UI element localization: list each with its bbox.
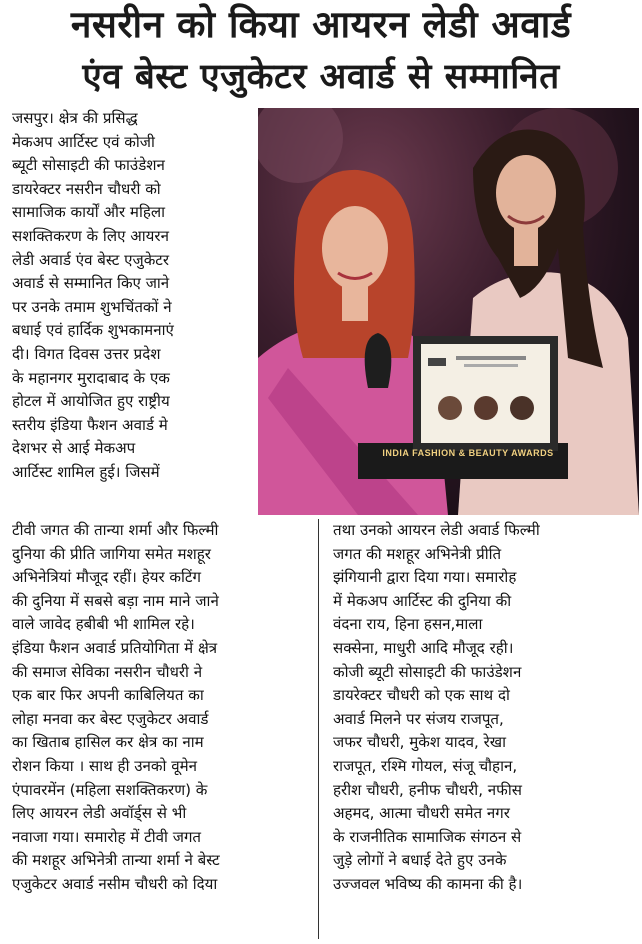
article-line: की समाज सेविका नसरीन चौधरी ने — [12, 662, 203, 681]
article-line: की मशहूर अभिनेत्री तान्या शर्मा ने बेस्ट — [12, 851, 220, 870]
article-line: होटल में आयोजित हुए राष्ट्रीय — [12, 392, 170, 411]
article-line: नवाजा गया। समारोह में टीवी जगत — [12, 827, 202, 846]
article-line: सशक्तिकरण के लिए आयरन — [12, 226, 169, 245]
article-line: का खिताब हासिल कर क्षेत्र का नाम — [12, 733, 204, 752]
right-face — [496, 155, 556, 231]
article-line: वाले जावेद हबीबी भी शामिल रहे। — [12, 615, 195, 634]
article-line: ब्यूटी सोसाइटी की फाउंडेशन — [12, 156, 165, 175]
article-line: जुड़े लोगों ने बधाई देते हुए उनके — [333, 851, 507, 870]
trophy-shape — [365, 333, 392, 388]
article-line: पर उनके तमाम शुभचिंतकों ने — [12, 297, 172, 316]
article-line: टीवी जगत की तान्या शर्मा और फिल्मी — [12, 521, 219, 539]
article-line: उज्जवल भविष्य की कामना की है। — [333, 874, 523, 893]
article-line: अवार्ड से सम्मानित किए जाने — [12, 274, 170, 293]
article-line: जफर चौधरी, मुकेश यादव, रेखा — [333, 733, 507, 752]
article-line: जसपुर। क्षेत्र की प्रसिद्ध — [12, 109, 138, 127]
article-column-bottom-right — [333, 519, 631, 897]
article-column-top-left — [12, 107, 262, 485]
article-line: एंपावरमेंन (महिला सशक्तिकरण) के — [12, 780, 208, 799]
headline-line-2: एंव बेस्ट एजुकेटर अवार्ड से सम्मानित — [82, 57, 560, 97]
article-line: आर्टिस्ट शामिल हुई। जिसमें — [12, 462, 160, 481]
article-line: देशभर से आई मेकअप — [12, 439, 136, 458]
article-line: के महानगर मुरादाबाद के एक — [12, 368, 170, 387]
article-line: की दुनिया में सबसे बड़ा नाम माने जाने — [12, 591, 219, 610]
article-column-bottom-left — [12, 519, 310, 897]
article-line: झंगियानी द्वारा दिया गया। समारोह — [333, 568, 517, 587]
article-line: लेडी अवार्ड एंव बेस्ट एजुकेटर — [12, 250, 170, 269]
article-line: स्तरीय इंडिया फैशन अवार्ड मे — [12, 415, 168, 434]
article-line: अवार्ड मिलने पर संजय राजपूत, — [333, 709, 504, 728]
article-line: अभिनेत्रियां मौजूद रहीं। हेयर कटिंग — [12, 568, 202, 587]
award-photo — [258, 108, 639, 515]
trophy-caption: INDIA FASHION & BEAUTY AWARDS — [382, 448, 554, 458]
article-line: तथा उनको आयरन लेडी अवार्ड फिल्मी — [333, 521, 540, 539]
article-line: डायरेक्टर चौधरी को एक साथ दो — [333, 686, 510, 705]
article-line: दुनिया की प्रीति जागिया समेत मशहूर — [12, 544, 211, 563]
headline-line-1: नसरीन को किया आयरन लेडी अवार्ड — [70, 3, 572, 46]
article-line: अहमद, आत्मा चौधरी समेत नगर — [333, 804, 510, 823]
article-line: के राजनीतिक सामाजिक संगठन से — [333, 827, 522, 846]
article-line: हरीश चौधरी, हनीफ चौधरी, नफीस — [333, 780, 522, 799]
article-line: सामाजिक कार्यों और महिला — [12, 203, 166, 222]
article-line: वंदना राय, हिना हसन,माला — [333, 615, 483, 634]
article-line: मेकअप आर्टिस्ट एवं कोजी — [12, 132, 155, 151]
article-line: कोजी ब्यूटी सोसाइटी की फाउंडेशन — [333, 662, 522, 681]
article-line: लोहा मनवा कर बेस्ट एजुकेटर अवार्ड — [12, 709, 209, 728]
article-line: लिए आयरन लेडी अवॉर्ड्स से भी — [12, 804, 187, 823]
article-line: में मेकअप आर्टिस्ट की दुनिया की — [333, 591, 512, 610]
article-line: राजपूत, रश्मि गोयल, संजू चौहान, — [333, 756, 518, 775]
article-line: इंडिया फैशन अवार्ड प्रतियोगिता में क्षेत्र — [12, 638, 218, 657]
article-line: रोशन किया । साथ ही उनको वूमेन — [12, 756, 198, 775]
article-line: एजुकेटर अवार्ड नसीम चौधरी को दिया — [12, 874, 218, 893]
article-line: बधाई एवं हार्दिक शुभकामनाएं — [12, 321, 174, 340]
article-line: जगत की मशहूर अभिनेत्री प्रीति — [333, 544, 502, 563]
article-line: सक्सेना, माधुरी आदि मौजूद रही। — [333, 638, 514, 657]
column-divider — [318, 519, 319, 939]
article-line: दी। विगत दिवस उत्तर प्रदेश — [12, 344, 161, 363]
article-line: एक बार फिर अपनी काबिलियत का — [12, 686, 204, 705]
article-line: डायरेक्टर नसरीन चौधरी को — [12, 179, 161, 198]
